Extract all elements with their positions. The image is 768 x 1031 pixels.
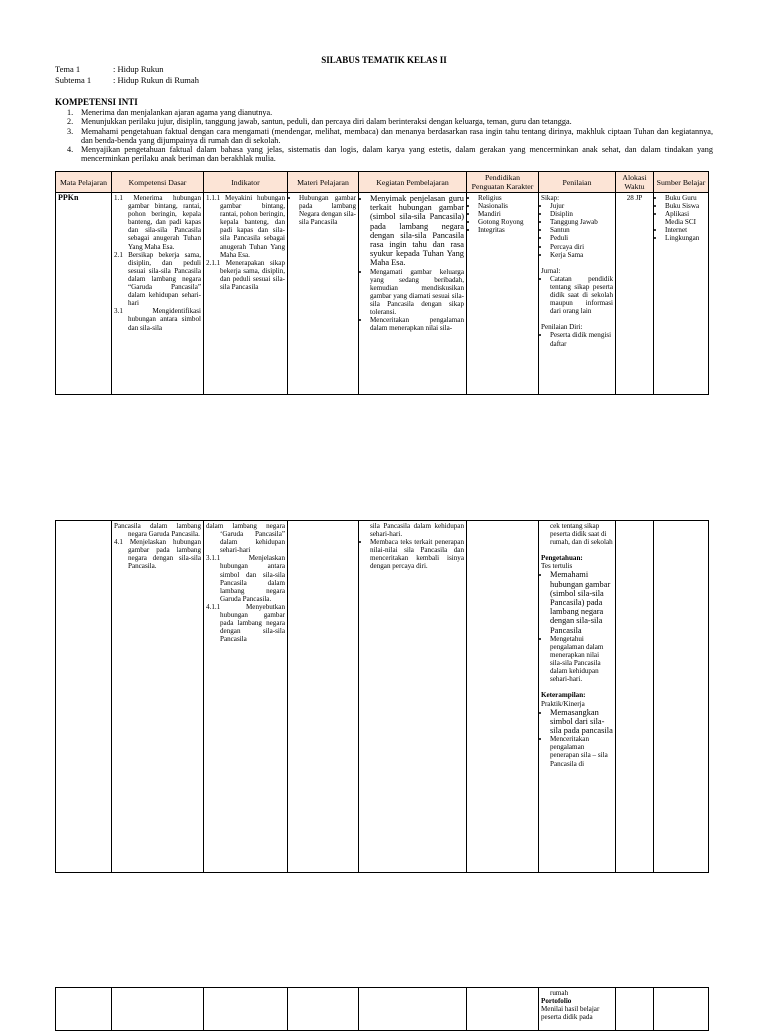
list-item: • Nasionalis <box>478 202 536 210</box>
cell-sumber-belajar <box>654 193 709 395</box>
list-item: • Memahami hubungan gambar (simbol sila-sila Pancasila) pada lambang negara dengan sila-sila Pancasila <box>550 570 613 634</box>
list-item: • Catatan pendidik tentang sikap peserta didik saat di sekolah maupun informasi dari orang lain <box>550 275 613 315</box>
cell-mata-pelajaran <box>56 988 112 1031</box>
cell-materi <box>288 193 359 395</box>
sikap-list <box>541 202 613 259</box>
pengetahuan-list <box>541 570 613 683</box>
karakter-list <box>469 194 536 234</box>
portofolio-text: Menilai hasil belajar peserta didik pada <box>541 1005 600 1022</box>
ki-text: Menyajikan pengetahuan faktual dalam bahasa yang jelas, sistematis dan logis, dalam karya yang estetis, dalam gerakan yang mencerminkan anak sehat, dan dalam tindakan yang mencerminkan perilaku anak beriman dan berakhlak mulia. <box>81 145 713 164</box>
portofolio-label: Portofolio <box>541 997 572 1006</box>
list-item: • Buku Guru <box>665 194 706 202</box>
keterampilan-sub: Praktik/Kinerja <box>541 699 585 708</box>
table-row <box>56 988 709 1031</box>
cell-alokasi-waktu <box>616 521 654 873</box>
subtema-label: Subtema 1 <box>55 75 92 85</box>
list-item: • Menceritakan pengalaman dalam menerapkan nilai sila- <box>370 316 464 332</box>
cell-indikator <box>204 193 288 395</box>
subtema-line <box>55 75 199 86</box>
syllabus-table-part-1 <box>55 171 709 395</box>
tema-line <box>55 64 164 75</box>
cell-materi <box>288 988 359 1031</box>
header-mata-pelajaran: Mata Pelajaran <box>56 172 112 193</box>
kegiatan-list <box>361 194 464 332</box>
cell-indikator <box>204 521 288 873</box>
ind-3-1-1: 3.1.1 Menjelaskan hubungan antara simbol dan sila-sila Pancasila dalam lambang negara Garuda Pancasila. <box>206 554 285 603</box>
ind-2-1-1: 2.1.1 Menerapakan sikap bekerja sama, disiplin, dan peduli sesuai sila-sila Pancasila <box>206 258 285 292</box>
cell-alokasi-waktu: 28 JP <box>616 193 654 395</box>
cell-kegiatan <box>359 193 467 395</box>
jurnal-label: Jurnal: <box>541 266 561 275</box>
cell-penilaian <box>539 521 616 873</box>
list-item: • Memasangkan simbol dari sila-sila pada pancasila <box>550 708 613 736</box>
ind-4-1-1: 4.1.1 Menyebutkan hubungan gambar pada lambang negara dengan sila-sila Pancasila <box>206 602 285 644</box>
list-item: • Disiplin <box>550 210 613 218</box>
tema-label: Tema 1 <box>55 64 81 74</box>
list-item: • Religius <box>478 194 536 202</box>
kd-1-1: 1.1 Menerima hubungan gambar bintang, rantai, pohon beringin, kepala banteng, dan padi kapas dan sila-sila Pancasila sebagai anugerah Tuhan Yang Maha Esa. <box>114 194 201 251</box>
cell-karakter <box>467 521 539 873</box>
ki-item <box>55 108 713 117</box>
ki-number: 3. <box>67 126 74 136</box>
list-item: • Tanggung Jawab <box>550 218 613 226</box>
list-item: • Percaya diri <box>550 243 613 251</box>
header-indikator: Indikator <box>204 172 288 193</box>
pengetahuan-label: Pengetahuan: <box>541 554 583 563</box>
list-item: • Mengetahui pengalaman dalam menerapkan nilai sila-sila Pancasila dalam kehidupan sehari-hari. <box>550 635 613 684</box>
cell-alokasi-waktu <box>616 988 654 1031</box>
cell-kompetensi-dasar <box>112 193 204 395</box>
ki-number: 4. <box>67 145 74 155</box>
cell-mata-pelajaran <box>56 521 112 873</box>
cell-materi <box>288 521 359 873</box>
sumber-list <box>656 194 706 243</box>
list-item: • Aplikasi Media SCI <box>665 210 706 226</box>
list-item: • Buku Siswa <box>665 202 706 210</box>
ki-item <box>55 145 713 164</box>
materi-list <box>290 194 356 226</box>
jurnal-list <box>541 275 613 315</box>
list-item: • Peserta didik mengisi daftar <box>550 331 613 347</box>
kompetensi-inti-heading: KOMPETENSI INTI <box>55 97 138 107</box>
table-header-row <box>56 172 709 193</box>
penilaian-diri-label: Penilaian Diri: <box>541 323 583 332</box>
list-item: • Membaca teks terkait penerapan nilai-nilai sila Pancasila dan menceritakan kembali isinya dengan percaya diri. <box>370 538 464 570</box>
cell-sumber-belajar <box>654 521 709 873</box>
cell-penilaian <box>539 193 616 395</box>
header-kegiatan-pembelajaran: Kegiatan Pembelajaran <box>359 172 467 193</box>
list-item: • Mengamati gambar keluarga yang sedang beribadah, kemudian mendiskusikan gambar yang diamati sesuai sila-sila Pancasila dengan sikap toleransi. <box>370 268 464 317</box>
tema-value: : Hidup Rukun <box>113 64 164 74</box>
cell-penilaian <box>539 988 616 1031</box>
sikap-label: Sikap: <box>541 194 560 202</box>
ki-number: 1. <box>67 108 74 117</box>
list-item: • Integritas <box>478 226 536 234</box>
list-item: • Gotong Royong <box>478 218 536 226</box>
table-row <box>56 521 709 873</box>
subtema-value: : Hidup Rukun di Rumah <box>113 75 199 85</box>
ki-number: 2. <box>67 117 74 127</box>
keterampilan-list <box>541 708 613 768</box>
kd-4-1: 4.1 Menjelaskan hubungan gambar pada lambang negara dengan sila-sila Pancasila. <box>114 538 201 571</box>
header-kompetensi-dasar: Kompetensi Dasar <box>112 172 204 193</box>
penilaian-diri-list <box>541 331 613 347</box>
header-materi-pelajaran: Materi Pelajaran <box>288 172 359 193</box>
list-item: • Peduli <box>550 234 613 242</box>
header-pendidikan-karakter: Pendidikan Penguatan Karakter <box>467 172 539 193</box>
kd-2-1: 2.1 Bersikap bekerja sama, disiplin, dan peduli sesuai sila-sila Pancasila dalam lambang negara “Garuda Pancasila” dalam kehidupan sehari-hari <box>114 250 201 308</box>
pengetahuan-sub: Tes tertulis <box>541 562 573 571</box>
ki-item <box>55 127 713 146</box>
list-item: • Jujur <box>550 202 613 210</box>
list-item: • Santun <box>550 226 613 234</box>
ki-text: Menunjukkan perilaku jujur, disiplin, tanggung jawab, santun, peduli, dan percaya diri dalam berinteraksi dengan keluarga, teman, guru dan tetangga. <box>81 117 572 127</box>
cell-kegiatan <box>359 988 467 1031</box>
list-item: • Internet <box>665 226 706 234</box>
kegiatan-continued: sila Pancasila dalam kehidupan sehari-hari. <box>370 522 464 539</box>
penilaian-continued: cek tentang sikap peserta didik saat di rumah, dan di sekolah <box>550 522 613 547</box>
cell-karakter <box>467 193 539 395</box>
penilaian-continued: rumah <box>550 989 569 997</box>
kd-continued: Pancasila dalam lambang negara Garuda Pancasila. <box>114 522 201 539</box>
cell-kompetensi-dasar <box>112 988 204 1031</box>
cell-mata-pelajaran: PPKn <box>56 193 112 395</box>
list-item: • Mandiri <box>478 210 536 218</box>
ki-text: Memahami pengetahuan faktual dengan cara mengamati (mendengar, melihat, membaca) dan menanya berdasarkan rasa ingin tahu tentang dirinya, makhluk ciptaan Tuhan dan kegiatannya, dan benda-benda yang dijumpainya di rumah dan di sekolah. <box>81 126 713 145</box>
list-item: • Menceritakan pengalaman penerapan sila – sila Pancasila di <box>550 735 613 767</box>
cell-indikator <box>204 988 288 1031</box>
list-item: • Menyimak penjelasan guru terkait hubungan gambar (simbol sila-sila Pancasila) pada lambang negara dengan sila-sila Pancasila rasa ingin tahu dan rasa syukur kepada Tuhan Yang Maha Esa. <box>370 194 464 268</box>
kegiatan-list <box>361 538 464 570</box>
cell-sumber-belajar <box>654 988 709 1031</box>
list-item: • Lingkungan <box>665 234 706 242</box>
cell-karakter <box>467 988 539 1031</box>
header-sumber-belajar: Sumber Belajar <box>654 172 709 193</box>
ki-item <box>55 117 713 126</box>
table-row <box>56 193 709 395</box>
header-alokasi-waktu: Alokasi Waktu <box>616 172 654 193</box>
document-title: SILABUS TEMATIK KELAS II <box>321 55 447 65</box>
syllabus-table-part-2 <box>55 520 709 873</box>
kompetensi-inti-list <box>55 108 713 164</box>
ki-text: Menerima dan menjalankan ajaran agama yang dianutnya. <box>81 108 273 117</box>
kd-3-1: 3.1 Mengidentifikasi hubungan antara simbol dan sila-sila <box>114 307 201 332</box>
indikator-continued: dalam lambang negara ‘Garuda Pancasila” dalam kehidupan sehari-hari <box>206 522 285 555</box>
header-penilaian: Penilaian <box>539 172 616 193</box>
ind-1-1-1: 1.1.1 Meyakini hubungan gambar bintang, rantai, pohon beringin, kepala banteng, dan padi kapas dan sila-sila Pancasila sebagai anugerah Tuhan Yang Maha Esa. <box>206 194 285 259</box>
cell-kegiatan <box>359 521 467 873</box>
list-item: • Hubungan gambar pada lambang Negara dengan sila-sila Pancasila <box>299 194 356 226</box>
list-item: • Kerja Sama <box>550 251 613 259</box>
cell-kompetensi-dasar <box>112 521 204 873</box>
syllabus-table-part-3 <box>55 987 709 1031</box>
keterampilan-label: Keterampilan: <box>541 691 586 700</box>
